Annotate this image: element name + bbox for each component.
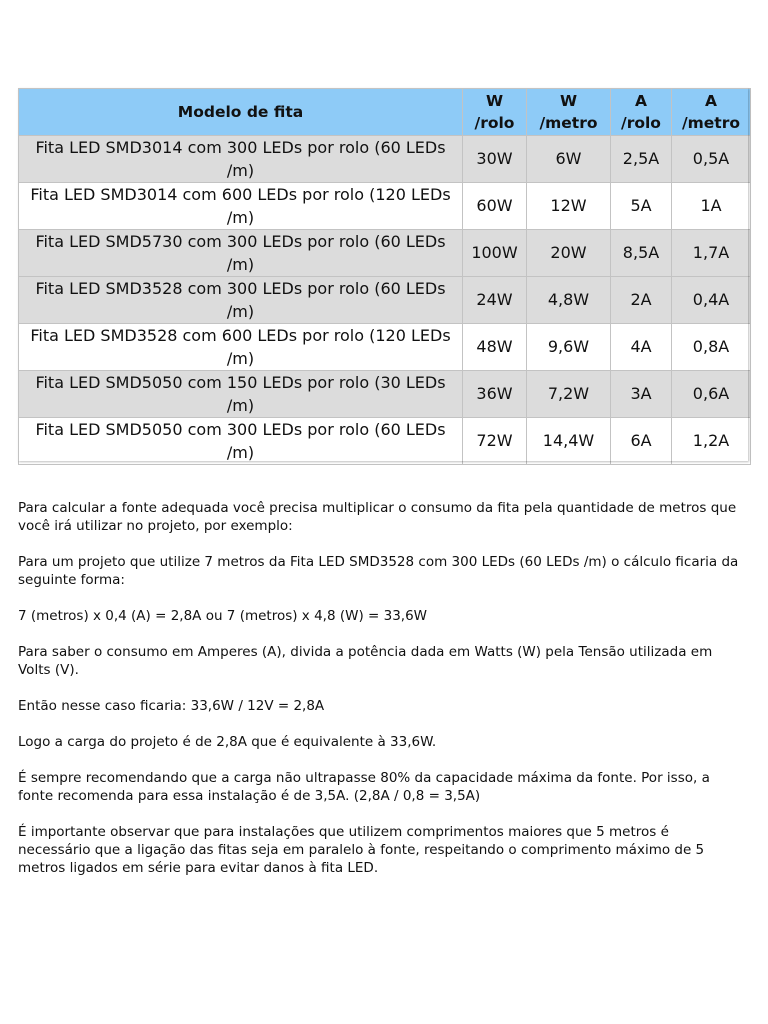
cell-a-metro: 1,2A [672, 418, 751, 465]
cell-w-metro: 4,8W [527, 277, 611, 324]
table-row [19, 418, 751, 465]
cell-a-rolo: 8,5A [611, 230, 672, 277]
cell-w-rolo: 24W [463, 277, 527, 324]
cell-a-rolo: 2A [611, 277, 672, 324]
paragraph-result: Então nesse caso ficaria: 33,6W / 12V = 2,8A [18, 698, 325, 714]
cell-a-metro: 0,4A [672, 277, 751, 324]
paragraph-parallel-warning: É importante observar que para instalações que utilizem comprimentos maiores que 5 metros é necessário que a ligação das fitas seja em paralelo à fonte, respeitando o comprimento máximo de 5 metros ligados em série para evitar danos à fita LED. [18, 824, 705, 876]
cell-w-metro: 20W [527, 230, 611, 277]
led-strip-spec-table [18, 88, 751, 465]
paragraph-recommendation: É sempre recomendando que a carga não ultrapasse 80% da capacidade máxima da fonte. Por isso, a fonte recomenda para essa instalação é de 3,5A. (2,8A / 0,8 = 3,5A) [18, 770, 710, 804]
cell-a-rolo: 3A [611, 371, 672, 418]
table-row [19, 277, 751, 324]
paragraph-load: Logo a carga do projeto é de 2,8A que é equivalente à 33,6W. [18, 734, 437, 750]
table-row [19, 136, 751, 183]
cell-a-rolo: 5A [611, 183, 672, 230]
header-a-metro: A /metro [672, 89, 751, 136]
header-w-rolo: W /rolo [463, 89, 527, 136]
paragraph-calculation: 7 (metros) x 0,4 (A) = 2,8A ou 7 (metros) x 4,8 (W) = 33,6W [18, 608, 428, 624]
cell-model: Fita LED SMD3014 com 600 LEDs por rolo (120 LEDs /m) [19, 183, 463, 230]
cell-a-metro: 0,8A [672, 324, 751, 371]
cell-w-rolo: 100W [463, 230, 527, 277]
cell-model: Fita LED SMD5050 com 150 LEDs por rolo (30 LEDs /m) [19, 371, 463, 418]
explanation-text [18, 499, 740, 895]
header-w-metro: W /metro [527, 89, 611, 136]
cell-model: Fita LED SMD3528 com 600 LEDs por rolo (120 LEDs /m) [19, 324, 463, 371]
cell-a-rolo: 6A [611, 418, 672, 465]
table-header-row [19, 89, 751, 136]
cell-w-metro: 6W [527, 136, 611, 183]
cell-w-metro: 12W [527, 183, 611, 230]
cell-a-metro: 0,6A [672, 371, 751, 418]
table-row [19, 371, 751, 418]
cell-w-rolo: 60W [463, 183, 527, 230]
cell-a-rolo: 2,5A [611, 136, 672, 183]
cell-w-metro: 9,6W [527, 324, 611, 371]
paragraph-example-setup: Para um projeto que utilize 7 metros da Fita LED SMD3528 com 300 LEDs (60 LEDs /m) o cálculo ficaria da seguinte forma: [18, 554, 739, 588]
paragraph-intro: Para calcular a fonte adequada você precisa multiplicar o consumo da fita pela quantidade de metros que você irá utilizar no projeto, por exemplo: [18, 500, 737, 534]
cell-model: Fita LED SMD5730 com 300 LEDs por rolo (60 LEDs /m) [19, 230, 463, 277]
cell-w-rolo: 48W [463, 324, 527, 371]
cell-model: Fita LED SMD5050 com 300 LEDs por rolo (60 LEDs /m) [19, 418, 463, 465]
cell-w-metro: 7,2W [527, 371, 611, 418]
cell-model: Fita LED SMD3528 com 300 LEDs por rolo (60 LEDs /m) [19, 277, 463, 324]
header-model: Modelo de fita [19, 89, 463, 136]
cell-a-metro: 0,5A [672, 136, 751, 183]
cell-w-rolo: 36W [463, 371, 527, 418]
cell-model: Fita LED SMD3014 com 300 LEDs por rolo (60 LEDs /m) [19, 136, 463, 183]
cell-w-rolo: 30W [463, 136, 527, 183]
cell-w-metro: 14,4W [527, 418, 611, 465]
cell-w-rolo: 72W [463, 418, 527, 465]
cell-a-metro: 1,7A [672, 230, 751, 277]
table-row [19, 324, 751, 371]
header-a-rolo: A /rolo [611, 89, 672, 136]
cell-a-metro: 1A [672, 183, 751, 230]
paragraph-amperes-note: Para saber o consumo em Amperes (A), divida a potência dada em Watts (W) pela Tensão utilizada em Volts (V). [18, 644, 713, 678]
table-row [19, 230, 751, 277]
table-row [19, 183, 751, 230]
cell-a-rolo: 4A [611, 324, 672, 371]
